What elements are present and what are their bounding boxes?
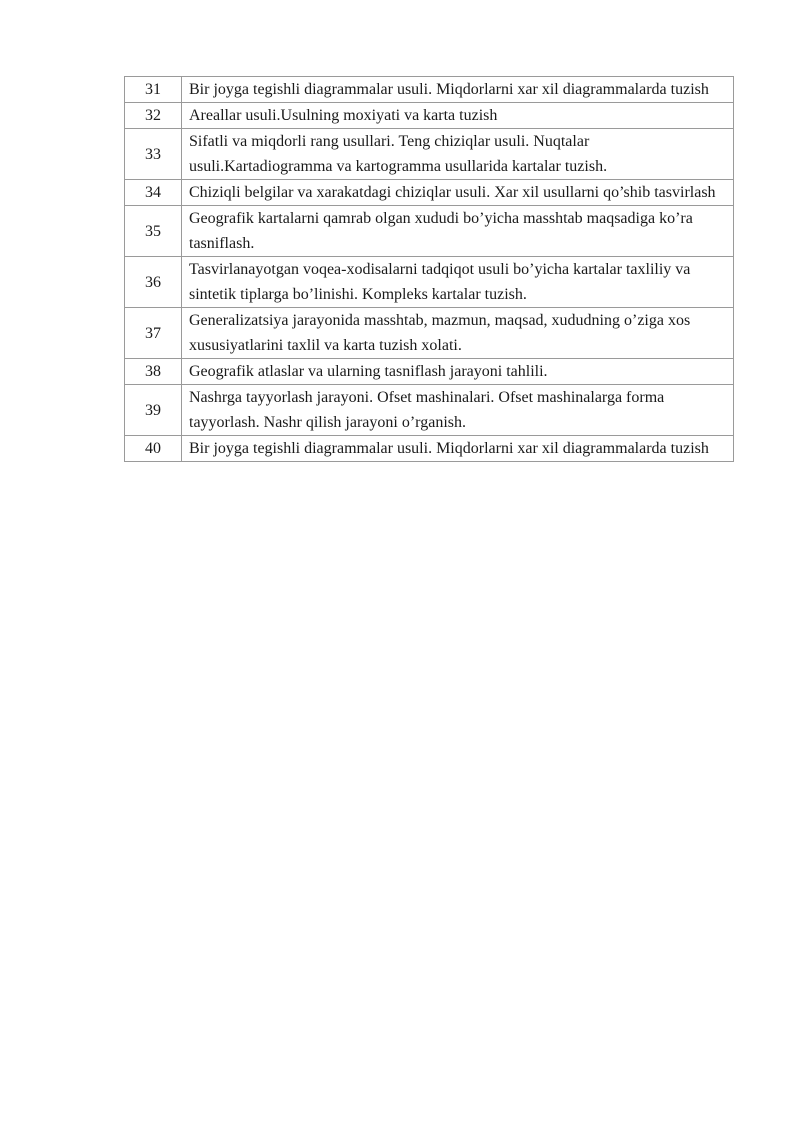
row-topic: Bir joyga tegishli diagrammalar usuli. Miqdorlarni xar xil diagrammalarda tuzish xyxy=(182,77,734,103)
table-row xyxy=(125,206,734,257)
row-topic: Geografik kartalarni qamrab olgan xududi bo’yicha masshtab maqsadiga ko’ra tasniflash. xyxy=(182,206,734,257)
row-number: 39 xyxy=(125,385,182,436)
row-number: 36 xyxy=(125,257,182,308)
table-row xyxy=(125,129,734,180)
row-number: 37 xyxy=(125,308,182,359)
row-number: 34 xyxy=(125,180,182,206)
table-row xyxy=(125,359,734,385)
row-number: 40 xyxy=(125,436,182,462)
row-number: 33 xyxy=(125,129,182,180)
row-topic: Sifatli va miqdorli rang usullari. Teng chiziqlar usuli. Nuqtalar usuli.Kartadiogramma va kartogramma usullarida kartalar tuzish. xyxy=(182,129,734,180)
table-row xyxy=(125,257,734,308)
row-number: 32 xyxy=(125,103,182,129)
table-row xyxy=(125,385,734,436)
table-row xyxy=(125,308,734,359)
row-number: 31 xyxy=(125,77,182,103)
row-topic: Geografik atlaslar va ularning tasniflash jarayoni tahlili. xyxy=(182,359,734,385)
table-row xyxy=(125,180,734,206)
row-topic: Areallar usuli.Usulning moxiyati va karta tuzish xyxy=(182,103,734,129)
topics-table xyxy=(124,76,734,462)
table-row xyxy=(125,436,734,462)
row-topic: Generalizatsiya jarayonida masshtab, mazmun, maqsad, xududning o’ziga xos xususiyatlarini taxlil va karta tuzish xolati. xyxy=(182,308,734,359)
table-row xyxy=(125,103,734,129)
row-topic: Nashrga tayyorlash jarayoni. Ofset mashinalari. Ofset mashinalarga forma tayyorlash. Nashr qilish jarayoni o’rganish. xyxy=(182,385,734,436)
row-topic: Chiziqli belgilar va xarakatdagi chiziqlar usuli. Xar xil usullarni qo’shib tasvirlash xyxy=(182,180,734,206)
row-topic: Tasvirlanayotgan voqea-xodisalarni tadqiqot usuli bo’yicha kartalar taxliliy va sintetik tiplarga bo’linishi. Kompleks kartalar tuzish. xyxy=(182,257,734,308)
row-number: 38 xyxy=(125,359,182,385)
row-topic: Bir joyga tegishli diagrammalar usuli. Miqdorlarni xar xil diagrammalarda tuzish xyxy=(182,436,734,462)
row-number: 35 xyxy=(125,206,182,257)
table-row xyxy=(125,77,734,103)
